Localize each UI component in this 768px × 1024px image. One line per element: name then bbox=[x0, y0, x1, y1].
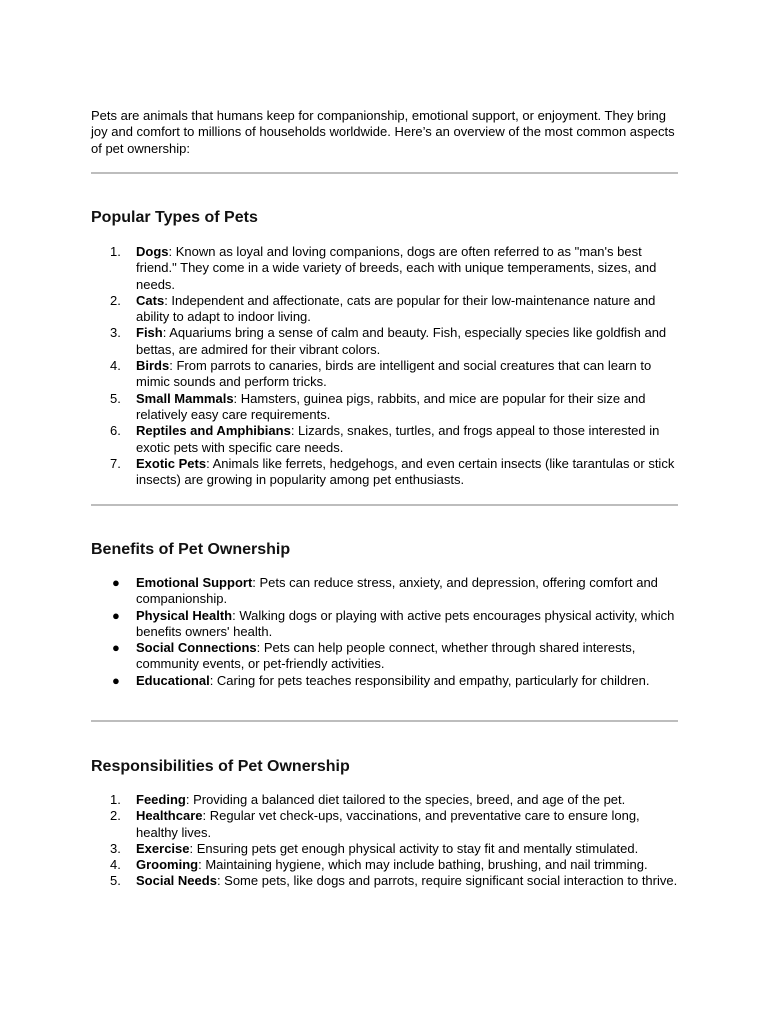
bullet-icon: ● bbox=[112, 640, 120, 656]
list-item bbox=[110, 792, 681, 808]
list-item bbox=[110, 358, 681, 391]
list-item bbox=[110, 873, 681, 889]
item-text: : Pets can help people connect, whether through shared interests, community events, or pet-friendly activities. bbox=[136, 640, 636, 672]
list-item bbox=[110, 455, 681, 489]
list-item bbox=[110, 390, 681, 424]
list-marker: 4. bbox=[110, 857, 121, 873]
item-term: Educational bbox=[136, 672, 210, 688]
item-term: Dogs bbox=[136, 244, 169, 259]
item-text: : Ensuring pets get enough physical activity to stay fit and mentally stimulated. bbox=[189, 840, 639, 856]
item-term: Fish bbox=[136, 325, 163, 341]
item-text: : Lizards, snakes, turtles, and frogs appeal to those interested in exotic pets with specific care needs. bbox=[136, 423, 660, 455]
list-item bbox=[110, 808, 681, 841]
item-term: Exotic Pets bbox=[136, 455, 207, 471]
section-divider bbox=[91, 720, 678, 722]
item-text: : Pets can reduce stress, anxiety, and depression, offering comfort and companionship. bbox=[136, 575, 658, 607]
list-marker: 4. bbox=[110, 358, 121, 374]
responsibilities-list bbox=[110, 792, 681, 890]
list-marker: 1. bbox=[110, 792, 121, 807]
intro-paragraph: Pets are animals that humans keep for companionship, emotional support, or enjoyment. They bring joy and comfort to millions of households worldwide. Here’s an overview of the most common aspects of pet ownership: bbox=[91, 108, 675, 156]
item-text: : From parrots to canaries, birds are intelligent and social creatures that can learn to mimic sounds and perform tricks. bbox=[136, 358, 652, 390]
list-item bbox=[110, 857, 681, 873]
section-heading-responsibilities: Responsibilities of Pet Ownership bbox=[91, 758, 350, 775]
item-term: Social Connections bbox=[136, 640, 257, 656]
item-term: Emotional Support bbox=[136, 575, 253, 590]
list-marker: 3. bbox=[110, 325, 121, 341]
list-marker: 3. bbox=[110, 840, 121, 856]
bullet-icon: ● bbox=[112, 607, 120, 623]
item-text: : Walking dogs or playing with active pets encourages physical activity, which benefits owners' health. bbox=[136, 607, 675, 639]
section-divider bbox=[91, 172, 678, 174]
item-text: : Independent and affectionate, cats are popular for their low-maintenance nature and ability to adapt to indoor living. bbox=[136, 292, 656, 325]
item-text: : Animals like ferrets, hedgehogs, and even certain insects (like tarantulas or stick insects) are growing in popularity among pet enthusiasts. bbox=[136, 455, 675, 488]
list-item bbox=[110, 292, 681, 326]
item-term: Exercise bbox=[136, 840, 190, 856]
item-term: Social Needs bbox=[136, 873, 217, 889]
bullet-icon: ● bbox=[112, 672, 120, 688]
list-marker: 1. bbox=[110, 244, 121, 259]
item-term: Grooming bbox=[136, 857, 199, 873]
list-marker: 2. bbox=[110, 292, 121, 308]
popular-types-list bbox=[110, 244, 681, 488]
list-item bbox=[110, 840, 681, 857]
item-text: : Hamsters, guinea pigs, rabbits, and mice are popular for their size and relatively easy care requirements. bbox=[136, 390, 646, 422]
list-item bbox=[112, 607, 681, 641]
list-item bbox=[110, 325, 681, 358]
list-marker: 6. bbox=[110, 423, 121, 439]
list-marker: 2. bbox=[110, 808, 121, 824]
item-text: : Providing a balanced diet tailored to the species, breed, and age of the pet. bbox=[185, 792, 626, 807]
bullet-icon: ● bbox=[112, 575, 120, 590]
list-item bbox=[112, 575, 681, 608]
item-text: : Known as loyal and loving companions, dogs are often referred to as "man's best friend." They come in a wide variety of breeds, each with unique temperaments, sizes, and needs. bbox=[136, 244, 657, 292]
list-item bbox=[112, 640, 681, 673]
benefits-list bbox=[112, 575, 681, 689]
item-term: Reptiles and Amphibians bbox=[136, 423, 291, 439]
item-term: Cats bbox=[136, 292, 165, 308]
item-text: : Some pets, like dogs and parrots, require significant social interaction to thrive. bbox=[216, 873, 678, 889]
list-marker: 5. bbox=[110, 873, 121, 889]
item-text: : Regular vet check-ups, vaccinations, and preventative care to ensure long, healthy lives. bbox=[136, 808, 640, 840]
section-divider bbox=[91, 504, 678, 506]
list-item bbox=[110, 244, 681, 293]
list-item bbox=[112, 672, 681, 689]
list-marker: 7. bbox=[110, 455, 121, 471]
item-text: : Maintaining hygiene, which may include bathing, brushing, and nail trimming. bbox=[198, 857, 648, 873]
section-heading-popular-types: Popular Types of Pets bbox=[91, 209, 258, 226]
item-text: : Aquariums bring a sense of calm and beauty. Fish, especially species like goldfish and bettas, are admired for their vibrant colors. bbox=[136, 325, 667, 357]
list-marker: 5. bbox=[110, 390, 121, 406]
section-heading-benefits: Benefits of Pet Ownership bbox=[91, 541, 291, 558]
item-term: Birds bbox=[136, 358, 170, 374]
list-item bbox=[110, 423, 681, 456]
item-term: Healthcare bbox=[136, 808, 203, 824]
item-term: Feeding bbox=[136, 792, 186, 807]
item-term: Small Mammals bbox=[136, 390, 234, 406]
item-term: Physical Health bbox=[136, 607, 233, 623]
item-text: : Caring for pets teaches responsibility and empathy, particularly for children. bbox=[209, 672, 650, 688]
